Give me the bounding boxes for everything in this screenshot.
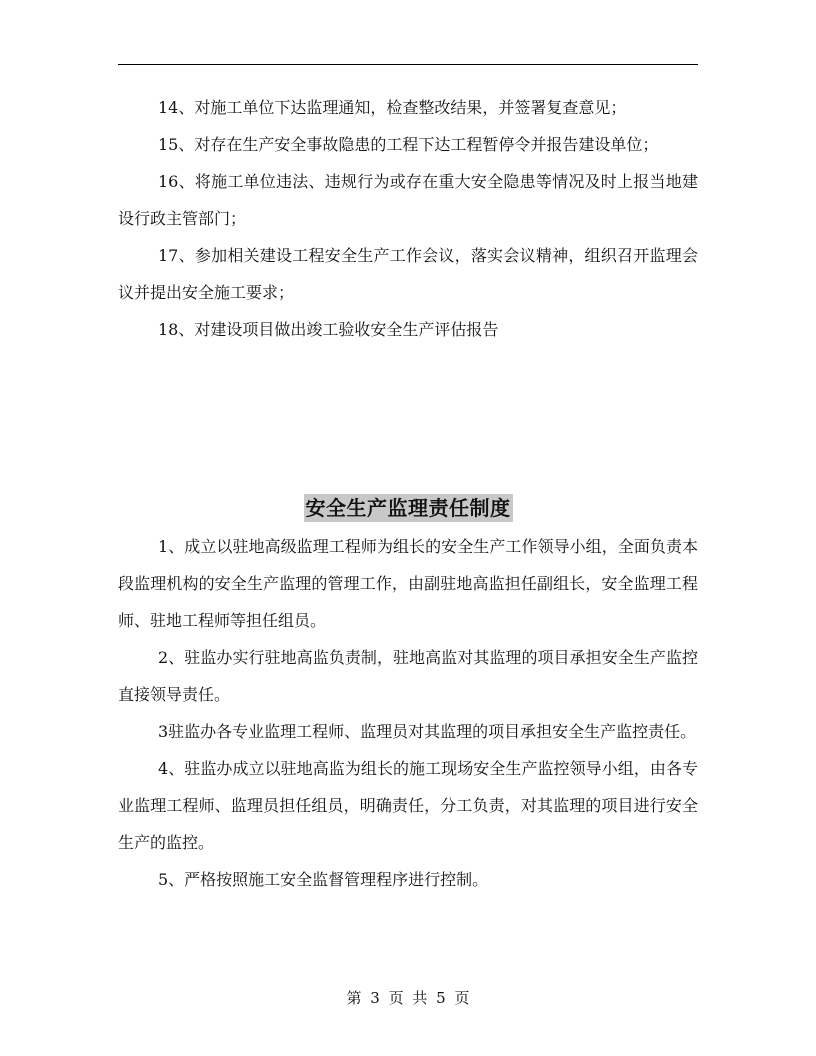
section-title: 安全生产监理责任制度 [305,496,511,520]
duty-item-14: 14、对施工单位下达监理通知，检查整改结果，并签署复查意见； [158,98,627,117]
duty-item-17: 17、参加相关建设工程安全生产工作会议，落实会议精神，组织召开监理会议并提出安全施工要求； [118,246,698,302]
duties-list-continued [118,89,698,348]
rule-item-2: 2、驻监办实行驻地高监负责制，驻地高监对其监理的项目承担安全生产监控直接领导责任。 [118,648,698,704]
rule-item-1: 1、成立以驻地高级监理工程师为组长的安全生产工作领导小组，全面负责本段监理机构的安全生产监理的管理工作，由副驻地高监担任副组长，安全监理工程师、驻地工程师等担任组员。 [118,537,698,630]
header-rule [118,64,698,65]
rule-item-3: 3驻监办各专业监理工程师、监理员对其监理的项目承担安全生产监控责任。 [158,722,697,741]
duty-item-16: 16、将施工单位违法、违规行为或存在重大安全隐患等情况及时上报当地建设行政主管部门； [118,172,698,228]
page-number: 第 3 页 共 5 页 [346,989,470,1007]
duty-item-15: 15、对存在生产安全事故隐患的工程下达工程暂停令并报告建设单位； [158,135,659,154]
responsibility-system-body [118,528,698,898]
rule-item-4: 4、驻监办成立以驻地高监为组长的施工现场安全生产监控领导小组，由各专业监理工程师、监理员担任组员，明确责任，分工负责，对其监理的项目进行安全生产的监控。 [118,759,698,852]
duty-item-18: 18、对建设项目做出竣工验收安全生产评估报告 [158,320,499,339]
section-heading [0,494,816,522]
rule-item-5: 5、严格按照施工安全监督管理程序进行控制。 [158,870,489,889]
page-footer [0,988,816,1008]
